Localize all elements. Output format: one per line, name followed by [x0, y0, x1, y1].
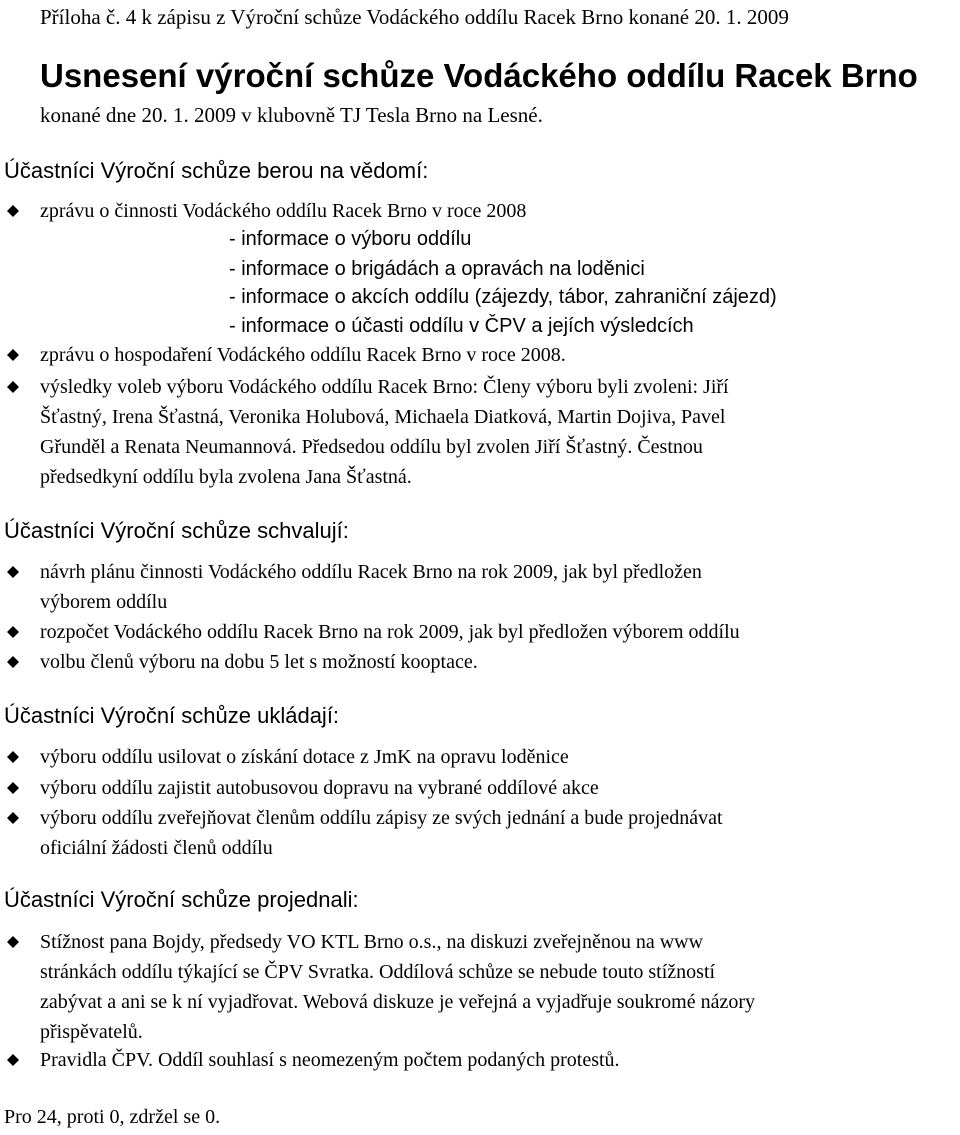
- item-line: výboru oddílu zveřejňovat členům oddílu zápisy ze svých jednání a bude projednávat: [40, 807, 723, 829]
- sub-item: - informace o výboru oddílu: [229, 228, 472, 250]
- diamond-bullet-icon: [7, 751, 19, 763]
- document-subtitle: konané dne 20. 1. 2009 v klubovně TJ Tesla Brno na Lesné.: [40, 103, 543, 127]
- annex-line: Příloha č. 4 k zápisu z Výroční schůze Vodáckého oddílu Racek Brno konané 20. 1. 2009: [40, 5, 789, 29]
- item-line: zprávu o činnosti Vodáckého oddílu Racek Brno v roce 2008: [40, 200, 527, 222]
- document-title: Usnesení výroční schůze Vodáckého oddílu Racek Brno: [40, 57, 918, 94]
- sub-item: - informace o účasti oddílu v ČPV a jejích výsledcích: [229, 315, 694, 337]
- item-line: rozpočet Vodáckého oddílu Racek Brno na rok 2009, jak byl předložen výborem oddílu: [40, 621, 740, 643]
- item-line: zabývat a ani se k ní vyjadřovat. Webová diskuze je veřejná a vyjadřuje soukromé názory: [40, 991, 755, 1013]
- item-line: Stížnost pana Bojdy, předsedy VO KTL Brno o.s., na diskuzi zveřejněnou na www: [40, 931, 704, 953]
- item-line: Gřunděl a Renata Neumannová. Předsedou oddílu byl zvolen Jiří Šťastný. Čestnou: [40, 436, 703, 458]
- sub-item: - informace o akcích oddílu (zájezdy, tábor, zahraniční zájezd): [229, 286, 777, 308]
- section-heading-ukladaji: Účastníci Výroční schůze ukládají:: [4, 703, 340, 728]
- item-line: výborem oddílu: [40, 591, 168, 613]
- diamond-bullet-icon: [7, 936, 19, 948]
- section-heading-schvaluji: Účastníci Výroční schůze schvalují:: [4, 518, 349, 543]
- item-line: stránkách oddílu týkající se ČPV Svratka. Oddílová schůze se nebude touto stížností: [40, 961, 716, 983]
- diamond-bullet-icon: [7, 381, 19, 393]
- diamond-bullet-icon: [7, 205, 19, 217]
- item-line: návrh plánu činnosti Vodáckého oddílu Racek Brno na rok 2009, jak byl předložen: [40, 561, 702, 583]
- section-heading-berou: Účastníci Výroční schůze berou na vědomí:: [4, 158, 429, 183]
- item-line: Šťastný, Irena Šťastná, Veronika Holubová, Michaela Diatková, Martin Dojiva, Pavel: [40, 406, 726, 428]
- item-line: přispěvatelů.: [40, 1021, 143, 1043]
- diamond-bullet-icon: [7, 349, 19, 361]
- diamond-bullet-icon: [7, 1054, 19, 1066]
- item-line: výboru oddílu usilovat o získání dotace z JmK na opravu loděnice: [40, 746, 569, 768]
- diamond-bullet-icon: [7, 812, 19, 824]
- item-line: oficiální žádosti členů oddílu: [40, 837, 273, 859]
- item-line: výboru oddílu zajistit autobusovou dopravu na vybrané oddílové akce: [40, 777, 599, 799]
- item-line: zprávu o hospodaření Vodáckého oddílu Racek Brno v roce 2008.: [40, 344, 566, 366]
- vote-result: Pro 24, proti 0, zdržel se 0.: [4, 1106, 221, 1128]
- item-line: výsledky voleb výboru Vodáckého oddílu Racek Brno: Členy výboru byli zvoleni: Jiří: [40, 376, 729, 398]
- item-line: Pravidla ČPV. Oddíl souhlasí s neomezeným počtem podaných protestů.: [40, 1049, 620, 1071]
- sub-item: - informace o brigádách a opravách na loděnici: [229, 258, 645, 280]
- diamond-bullet-icon: [7, 566, 19, 578]
- item-line: předsedkyní oddílu byla zvolena Jana Šťastná.: [40, 466, 412, 488]
- item-line: volbu členů výboru na dobu 5 let s možností kooptace.: [40, 651, 478, 673]
- diamond-bullet-icon: [7, 782, 19, 794]
- diamond-bullet-icon: [7, 626, 19, 638]
- section-heading-projednali: Účastníci Výroční schůze projednali:: [4, 887, 359, 912]
- diamond-bullet-icon: [7, 656, 19, 668]
